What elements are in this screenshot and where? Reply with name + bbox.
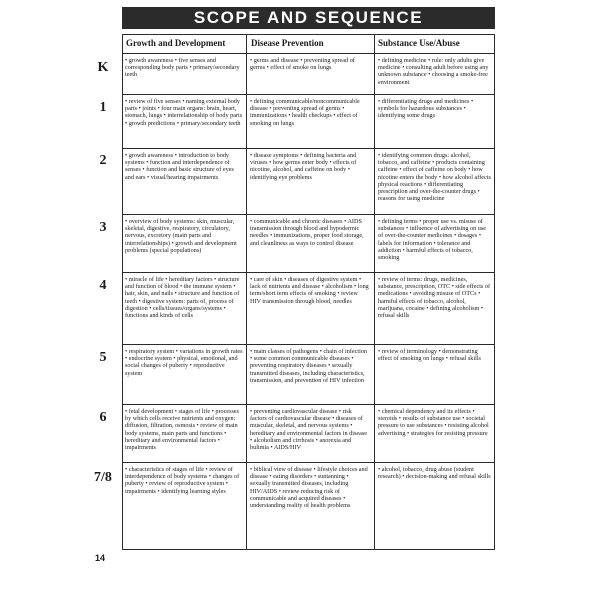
- disease-cell: • biblical view of disease • lifestyle choices and disease • eating disorders • suntanning • sexually transmitted diseases, including HIV/AIDS • review reducing risk of communicable and acquired diseases • understanding reality of health problems: [250, 466, 368, 510]
- substance-cell: • alcohol, tobacco, drug abuse (student research) • decision-making and refusal skills: [378, 466, 491, 481]
- grade-label: 4: [99, 278, 107, 293]
- substance-cell: • differentiating drugs and medicines • symbols for hazardous substances • identifying some drugs: [378, 98, 474, 120]
- header-divider: [122, 53, 495, 54]
- substance-cell: • identifying common drugs: alcohol, tobacco, and caffeine • products containing caffeine • effect of caffeine on body • how nicotine enters the body • how alcohol affects physical reactions • differentiating prescription and over-the-counter drugs • reasons for using medicine: [378, 152, 491, 203]
- disease-cell: • disease symptoms • defining bacteria and viruses • how germs enter body • effects of nicotine, alcohol, and caffeine on body • identifying eye problems: [250, 152, 357, 181]
- disease-cell: • defining communicable/noncommunicable disease • preventing spread of germs • immunizations • health checkups • effect of smoking on lungs: [250, 98, 360, 127]
- substance-cell: • review of terminology • demonstrating effect of smoking on lungs • refusal skills: [378, 348, 481, 363]
- growth-cell: • respiratory system • variations in growth rates • endocrine system • physical, emotional, and social changes of puberty • reproductive system: [125, 348, 243, 377]
- row-divider: [122, 272, 495, 273]
- substance-cell: • defining medicine • rule: only adults give medicine • consulting adult before using any unknown substance • choosing a smoke-free environment: [378, 57, 489, 86]
- row-divider: [122, 404, 495, 405]
- grade-label: 6: [99, 410, 107, 425]
- growth-cell: • growth awareness • five senses and corresponding body parts • primary/secondary teeth: [125, 57, 240, 79]
- growth-cell: • review of five senses • naming external body parts • joints • four main organs: brain, heart, stomach, lungs • interrelationship of body parts • growth predictions • primary/secondary teeth: [125, 98, 243, 127]
- column-header-disease: Disease Prevention: [251, 38, 324, 48]
- disease-cell: • care of skin • diseases of digestive system • lack of nutrients and disease • alcoholism • long term/short term effects of smoking • review HIV transmission through blood, needles: [250, 276, 369, 305]
- disease-cell: • preventing cardiovascular disease • risk factors of cardiovascular disease • diseases of muscular, skeletal, and nervous systems • hereditary and environmental factors in disease • alcoholism and cirrhosis • anorexia and bulimia • AIDS/HIV: [250, 408, 368, 452]
- column-divider: [374, 34, 375, 550]
- disease-cell: • germs and disease • preventing spread of germs • effect of smoke on lungs: [250, 57, 355, 72]
- column-header-growth: Growth and Development: [126, 38, 226, 48]
- row-divider: [122, 344, 495, 345]
- row-divider: [122, 148, 495, 149]
- substance-cell: • review of terms: drugs, medicines, substance, prescription, OTC • side effects of medications • avoiding misuse of OTCs • harmful effects of tobacco, alcohol, marijuana, cocaine • defining alcoholism • refusal skills: [378, 276, 491, 320]
- row-divider: [122, 94, 495, 95]
- row-divider: [122, 214, 495, 215]
- grade-label: 2: [99, 153, 107, 168]
- row-divider: [122, 462, 495, 463]
- growth-cell: • characteristics of stages of life • review of interdependence of body systems • changes of puberty • review of reproductive system • impairments • identifying learning styles: [125, 466, 240, 495]
- grade-label: 7/8: [94, 470, 112, 485]
- growth-cell: • fetal development • stages of life • processes by which cells receive nutrients and oxygen: diffusion, filtration, osmosis • review of main body systems, main parts and functions • hereditary and environmental factors • impairments: [125, 408, 240, 452]
- column-divider: [246, 34, 247, 550]
- grade-label: 5: [99, 350, 107, 365]
- substance-cell: • defining terms • proper use vs. misuse of substances • influence of advertising on use of over-the-counter medicines • dosages • labels for information • tolerance and addiction • harmful effects of tobacco, smoking: [378, 218, 487, 262]
- page-number: 14: [95, 553, 106, 563]
- growth-cell: • growth awareness • introduction to body systems • function and interdependence of senses • function and basic structure of eyes and ears • visual/hearing impairments: [125, 152, 234, 181]
- grade-label: 1: [99, 100, 107, 115]
- grade-label: K: [97, 60, 109, 75]
- substance-cell: • chemical dependency and its effects • steroids • results of substance use • societal pressure to use substances • resisting alcohol advertising • strategies for resisting pressure: [378, 408, 489, 437]
- disease-cell: • communicable and chronic diseases • AIDS transmission through blood and hypodermic needles • immunizations, proper food storage, and cleanliness as ways to control disease: [250, 218, 364, 247]
- grade-label: 3: [99, 220, 107, 235]
- column-header-substance: Substance Use/Abuse: [378, 38, 460, 48]
- page-title: SCOPE AND SEQUENCE: [122, 7, 495, 29]
- growth-cell: • overview of body systems: skin, muscular, skeletal, digestive, respiratory, circulatory, nervous, excretory (main parts and interrelationships) • growth and development problems (special populations): [125, 218, 237, 254]
- disease-cell: • main classes of pathogens • chain of infection • some common communicable diseases • preventing respiratory diseases • sexually transmitted diseases, including characteristics, transmission, and prevention of HIV infection: [250, 348, 368, 384]
- growth-cell: • miracle of life • hereditary factors • structure and function of blood • the immune system • hair, skin, and nails • structure and function of teeth • digestive system: parts of, process of digestion • cells/tissues/organs/systems • functions and kinds of cells: [125, 276, 240, 320]
